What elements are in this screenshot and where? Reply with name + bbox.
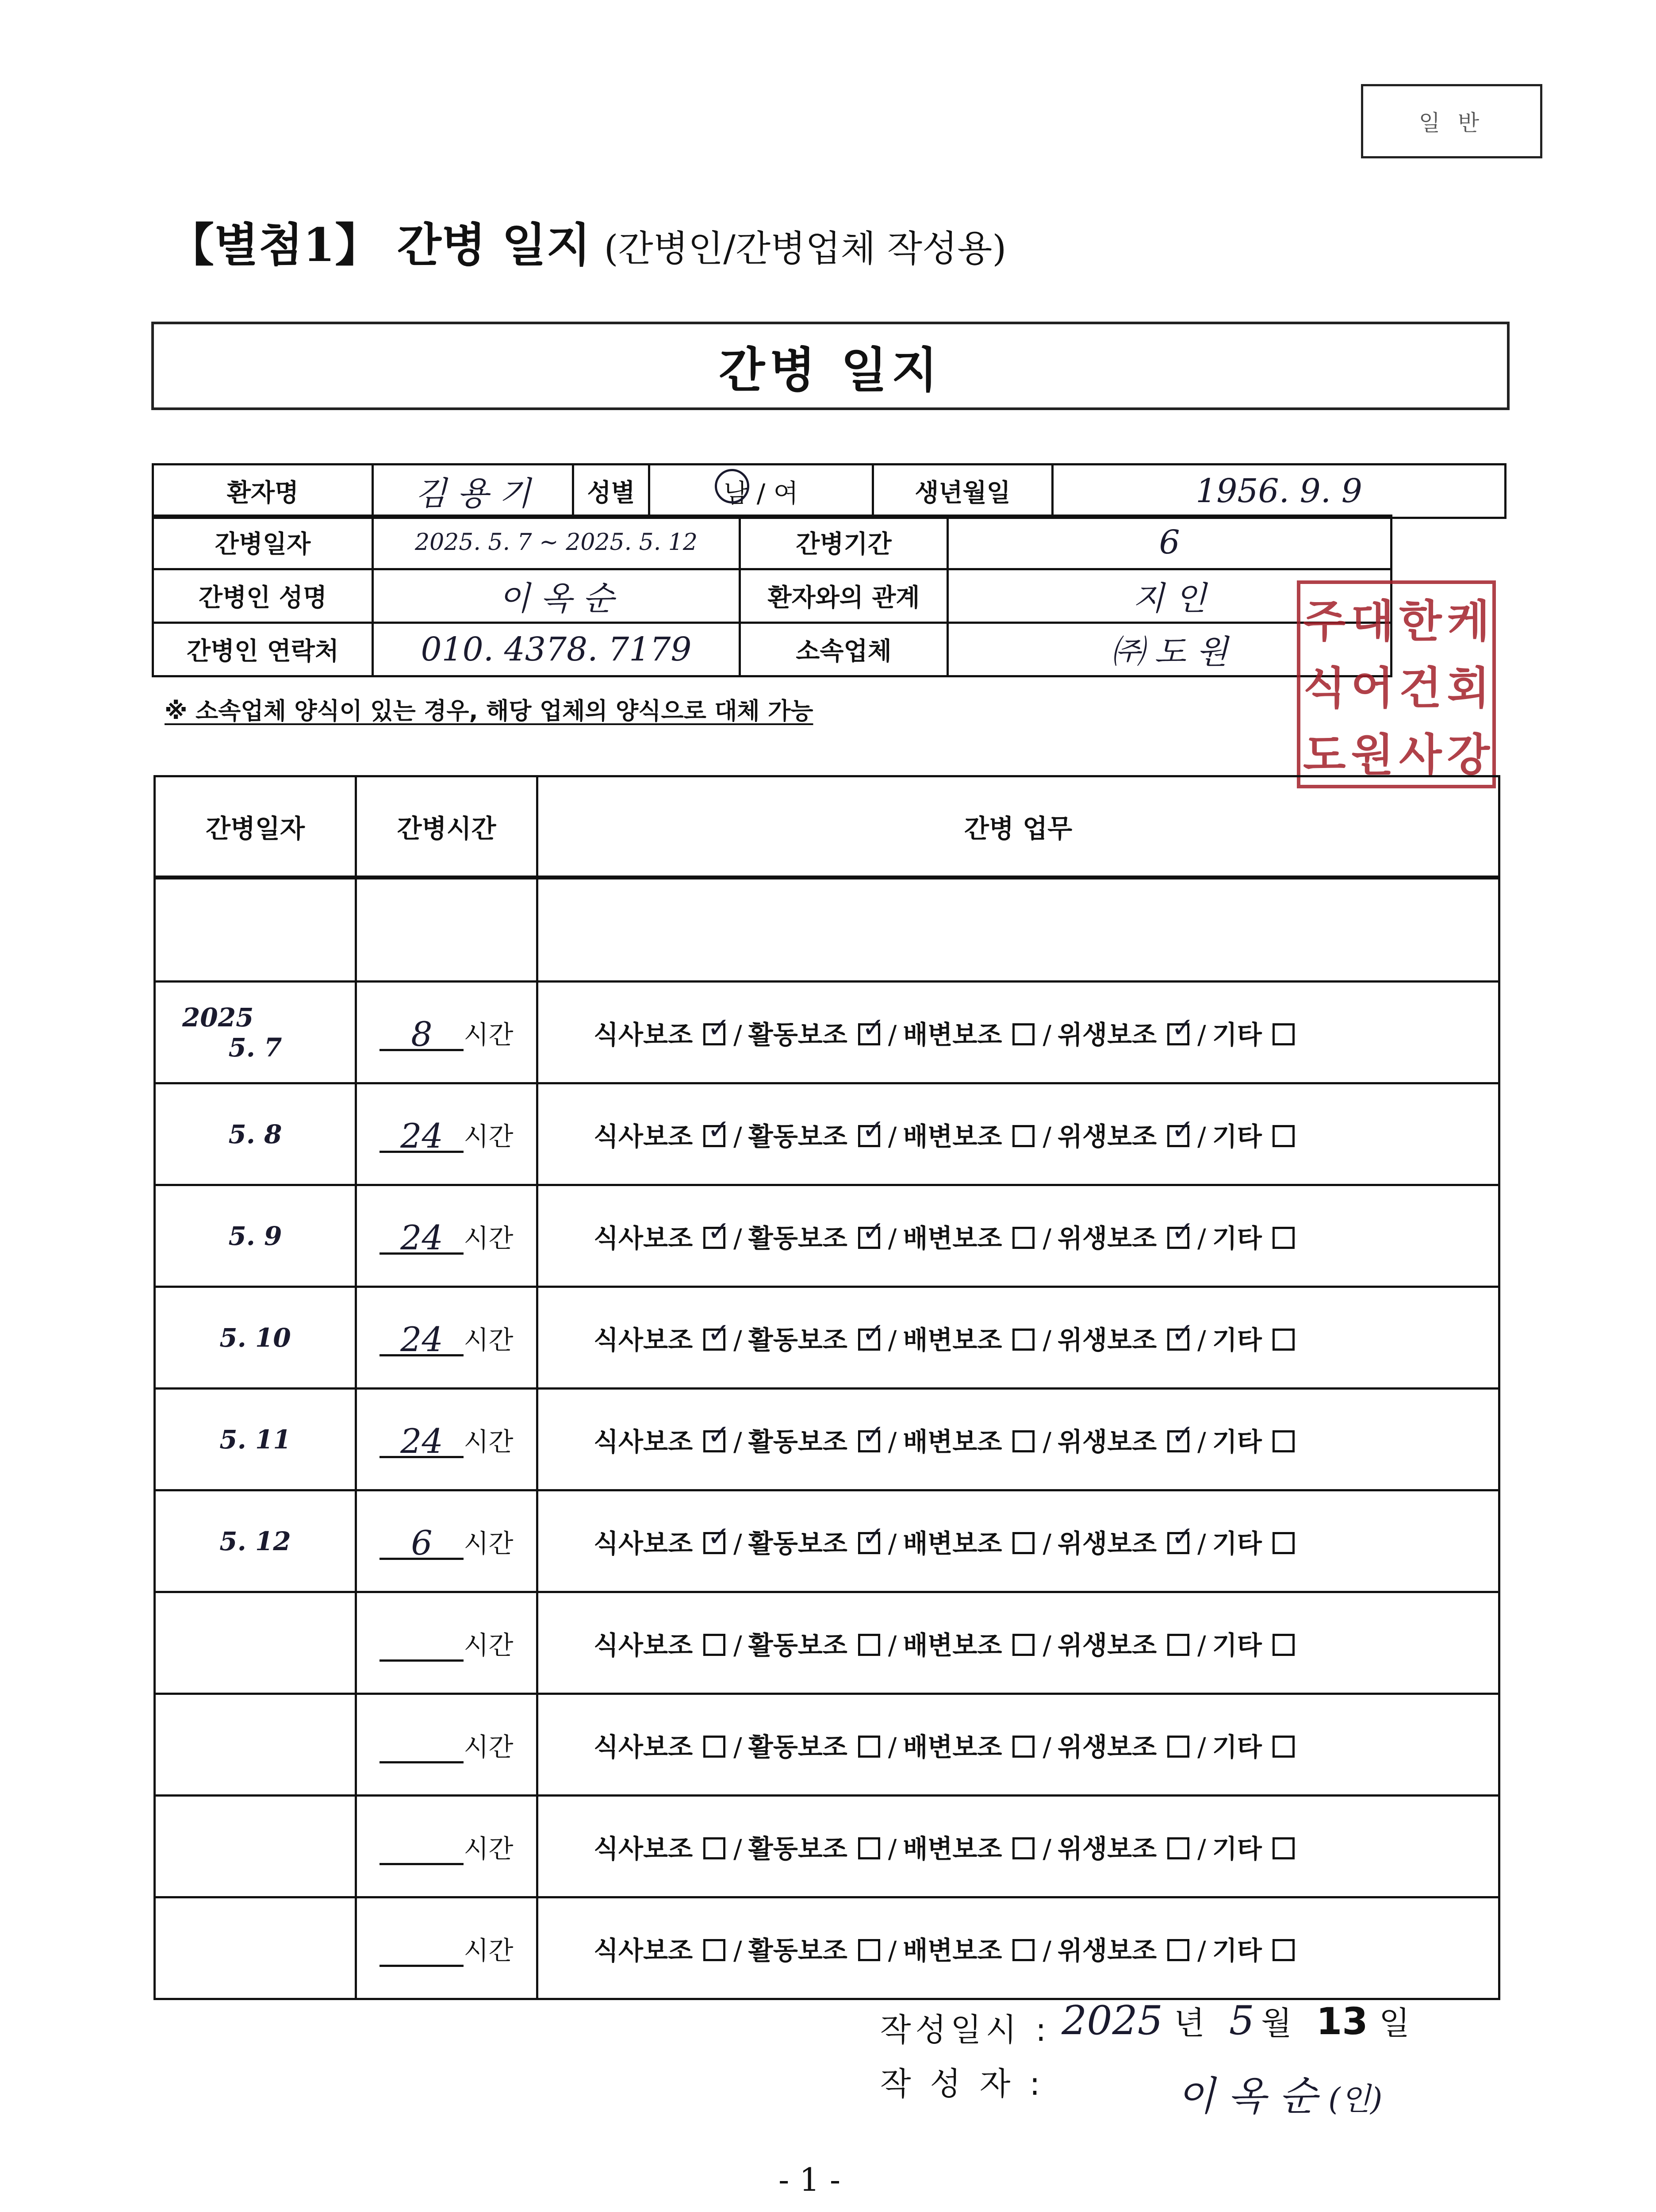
task-label: 식사보조 [594, 1121, 693, 1152]
patient-info-table [152, 463, 1506, 519]
task-separator: / [733, 1630, 742, 1660]
contact-value: 010. 4378. 7179 [373, 623, 740, 676]
sex-options-text: 남 / 여 [724, 478, 798, 508]
log-hours-value [380, 1732, 464, 1763]
log-blank-hours [356, 878, 537, 982]
written-year: 2025 [1062, 1997, 1163, 2044]
attachment-heading [168, 208, 1006, 274]
log-hours-cell [356, 1083, 537, 1185]
day-unit: 일 [1379, 2005, 1414, 2042]
log-date-text: 5. 12 [219, 1526, 291, 1556]
task-separator: / [733, 1833, 742, 1864]
task-checkbox[interactable] [858, 1939, 880, 1961]
task-separator: / [888, 1630, 897, 1660]
task-label: 활동보조 [748, 1121, 847, 1152]
document-class-box: 일 반 [1361, 84, 1542, 158]
log-date-text: 5. 8 [228, 1119, 282, 1149]
task-checkbox[interactable] [1012, 1430, 1035, 1452]
written-date [1062, 1997, 1414, 2044]
task-separator: / [1197, 1223, 1206, 1253]
task-label: 배변보조 [903, 1121, 1002, 1152]
log-tasks-cell [537, 1796, 1499, 1897]
task-checkbox[interactable] [1012, 1125, 1035, 1147]
task-checkbox[interactable] [1273, 1634, 1295, 1656]
task-separator: / [1043, 1325, 1052, 1355]
task-label: 위생보조 [1058, 1732, 1157, 1762]
task-checkbox[interactable] [1167, 1125, 1189, 1147]
task-checkbox[interactable] [858, 1837, 880, 1859]
task-checkbox[interactable] [1167, 1329, 1189, 1351]
log-hours-value: 6 [380, 1528, 464, 1560]
task-label: 활동보조 [748, 1019, 847, 1050]
log-row [155, 1694, 1499, 1796]
task-checkbox[interactable] [1167, 1430, 1189, 1452]
task-label: 기타 [1212, 1732, 1262, 1762]
task-checkbox[interactable] [1273, 1329, 1295, 1351]
log-row [155, 1796, 1499, 1897]
stamp-char: 원 [1351, 729, 1394, 781]
relation-label: 환자와의 관계 [740, 569, 948, 623]
stamp-char: 도 [1303, 729, 1346, 781]
log-date-cell [155, 1592, 356, 1694]
task-checkbox[interactable] [1012, 1939, 1035, 1961]
task-separator: / [1043, 1935, 1052, 1966]
log-hours-cell [356, 1185, 537, 1287]
writer-label: 작 성 자 : [880, 2065, 1045, 2102]
log-hours-value: 24 [380, 1325, 464, 1356]
task-checkbox[interactable] [703, 1227, 725, 1249]
care-date-label: 간병일자 [153, 516, 373, 569]
log-header-tasks: 간병 업무 [537, 776, 1499, 878]
task-label: 위생보조 [1058, 1019, 1157, 1050]
log-header-date: 간병일자 [155, 776, 356, 878]
log-hours-cell [356, 1389, 537, 1490]
task-separator: / [1197, 1121, 1206, 1152]
task-label: 식사보조 [594, 1325, 693, 1355]
task-checkbox[interactable] [1167, 1634, 1189, 1656]
task-separator: / [888, 1121, 897, 1152]
log-hours-unit: 시간 [464, 1019, 514, 1050]
care-date-value: 2025. 5. 7 ~ 2025. 5. 12 [373, 516, 740, 569]
task-label: 배변보조 [903, 1019, 1002, 1050]
task-checkbox[interactable] [703, 1430, 725, 1452]
log-hours-value [380, 1936, 464, 1967]
task-checkbox[interactable] [1273, 1837, 1295, 1859]
task-checkbox[interactable] [1012, 1634, 1035, 1656]
task-checkbox[interactable] [1012, 1023, 1035, 1045]
task-checkbox[interactable] [703, 1837, 725, 1859]
log-hours-unit: 시간 [464, 1528, 514, 1559]
task-label: 활동보조 [748, 1528, 847, 1559]
task-label: 배변보조 [903, 1833, 1002, 1864]
task-separator: / [1043, 1732, 1052, 1762]
log-blank-tasks [537, 878, 1499, 982]
log-hours-unit: 시간 [464, 1732, 514, 1762]
task-separator: / [733, 1528, 742, 1559]
task-checkbox[interactable] [858, 1634, 880, 1656]
task-checkbox[interactable] [858, 1430, 880, 1452]
task-separator: / [888, 1426, 897, 1457]
log-hours-value: 8 [380, 1020, 464, 1051]
sex-options [649, 465, 873, 518]
task-separator: / [1043, 1630, 1052, 1660]
task-checkbox[interactable] [1167, 1837, 1189, 1859]
task-separator: / [733, 1935, 742, 1966]
task-checkbox[interactable] [1012, 1837, 1035, 1859]
task-checkbox[interactable] [1167, 1939, 1189, 1961]
task-separator: / [1197, 1325, 1206, 1355]
task-label: 배변보조 [903, 1935, 1002, 1966]
log-hours-unit: 시간 [464, 1121, 514, 1152]
log-hours-value: 24 [380, 1427, 464, 1458]
task-label: 기타 [1212, 1528, 1262, 1559]
log-row [155, 1490, 1499, 1592]
contact-label: 간병인 연락처 [153, 623, 373, 676]
task-label: 활동보조 [748, 1223, 847, 1253]
form-title: 간병 일지 [151, 322, 1510, 410]
log-tasks-cell [537, 1490, 1499, 1592]
task-checkbox[interactable] [858, 1227, 880, 1249]
task-separator: / [1197, 1019, 1206, 1050]
task-separator: / [1197, 1833, 1206, 1864]
task-checkbox[interactable] [703, 1023, 725, 1045]
task-label: 기타 [1212, 1325, 1262, 1355]
task-checkbox[interactable] [1012, 1736, 1035, 1758]
task-label: 식사보조 [594, 1426, 693, 1457]
task-label: 식사보조 [594, 1528, 693, 1559]
task-checkbox[interactable] [858, 1023, 880, 1045]
task-separator: / [1197, 1732, 1206, 1762]
log-date-cell [155, 1897, 356, 1999]
task-label: 배변보조 [903, 1732, 1002, 1762]
task-checkbox[interactable] [703, 1736, 725, 1758]
log-tasks-cell [537, 1897, 1499, 1999]
task-separator: / [1043, 1528, 1052, 1559]
log-date-text: 2025 [182, 1002, 254, 1033]
caregiver-name-value: 이 옥 순 [373, 569, 740, 623]
task-label: 위생보조 [1058, 1426, 1157, 1457]
task-label: 위생보조 [1058, 1630, 1157, 1660]
log-tasks-cell [537, 1185, 1499, 1287]
task-label: 식사보조 [594, 1019, 693, 1050]
task-separator: / [888, 1833, 897, 1864]
task-checkbox[interactable] [858, 1532, 880, 1554]
log-date-cell [155, 1694, 356, 1796]
log-date-text: 5. 9 [228, 1221, 282, 1251]
log-hours-cell [356, 1796, 537, 1897]
writer-signature [1177, 2064, 1382, 2121]
task-separator: / [733, 1223, 742, 1253]
task-checkbox[interactable] [1273, 1939, 1295, 1961]
stamp-char: 대 [1351, 595, 1394, 647]
log-hours-cell [356, 1897, 537, 1999]
task-checkbox[interactable] [703, 1125, 725, 1147]
task-checkbox[interactable] [703, 1532, 725, 1554]
stamp-char: 강 [1447, 729, 1490, 781]
task-separator: / [1043, 1833, 1052, 1864]
stamp-char: 건 [1399, 661, 1442, 714]
task-label: 활동보조 [748, 1833, 847, 1864]
task-separator: / [888, 1732, 897, 1762]
log-tasks-cell [537, 1389, 1499, 1490]
log-hours-cell [356, 1287, 537, 1389]
log-hours-unit: 시간 [464, 1935, 514, 1966]
stamp-char: 식 [1303, 661, 1346, 714]
written-month: 5 [1229, 1997, 1255, 2044]
page-number: - 1 - [778, 2161, 841, 2198]
log-date-text: 5. 10 [219, 1322, 291, 1353]
task-label: 활동보조 [748, 1630, 847, 1660]
task-label: 위생보조 [1058, 1833, 1157, 1864]
log-date-text: 5. 7 [228, 1032, 282, 1063]
task-label: 배변보조 [903, 1325, 1002, 1355]
task-checkbox[interactable] [1167, 1023, 1189, 1045]
year-unit: 년 [1174, 2005, 1209, 2042]
log-hours-unit: 시간 [464, 1223, 514, 1253]
task-label: 위생보조 [1058, 1325, 1157, 1355]
log-hours-value: 24 [380, 1223, 464, 1255]
task-label: 식사보조 [594, 1630, 693, 1660]
log-row [155, 1897, 1499, 1999]
task-separator: / [888, 1528, 897, 1559]
task-checkbox[interactable] [1167, 1736, 1189, 1758]
task-label: 식사보조 [594, 1223, 693, 1253]
task-checkbox[interactable] [703, 1329, 725, 1351]
task-label: 기타 [1212, 1223, 1262, 1253]
task-label: 활동보조 [748, 1732, 847, 1762]
task-checkbox[interactable] [703, 1634, 725, 1656]
sex-selected-circle [715, 469, 749, 503]
task-checkbox[interactable] [1167, 1227, 1189, 1249]
task-label: 배변보조 [903, 1630, 1002, 1660]
task-separator: / [888, 1325, 897, 1355]
company-value: ㈜ 도 원 [948, 623, 1392, 676]
stamp-char: 어 [1351, 661, 1394, 714]
task-checkbox[interactable] [1012, 1329, 1035, 1351]
writer-name: 이 옥 순 [1177, 2073, 1318, 2120]
log-hours-unit: 시간 [464, 1630, 514, 1660]
task-separator: / [733, 1121, 742, 1152]
patient-name-value: 김 용 기 [373, 465, 573, 518]
task-separator: / [1197, 1630, 1206, 1660]
log-date-cell [155, 1796, 356, 1897]
task-label: 위생보조 [1058, 1528, 1157, 1559]
caregiver-name-label: 간병인 성명 [153, 569, 373, 623]
task-separator: / [1197, 1426, 1206, 1457]
log-tasks-cell [537, 1694, 1499, 1796]
task-checkbox[interactable] [1012, 1227, 1035, 1249]
task-checkbox[interactable] [858, 1329, 880, 1351]
relation-value: 지 인 [948, 569, 1392, 623]
task-checkbox[interactable] [858, 1736, 880, 1758]
task-label: 식사보조 [594, 1732, 693, 1762]
task-label: 기타 [1212, 1019, 1262, 1050]
log-row [155, 1185, 1499, 1287]
month-unit: 월 [1261, 2005, 1296, 2042]
task-label: 기타 [1212, 1833, 1262, 1864]
log-hours-value [380, 1630, 464, 1662]
task-checkbox[interactable] [858, 1125, 880, 1147]
written-date-label: 작성일시 : [880, 2011, 1051, 2048]
writer-seal: (인) [1328, 2081, 1383, 2117]
task-label: 식사보조 [594, 1833, 693, 1864]
task-separator: / [733, 1426, 742, 1457]
stamp-char: 주 [1303, 595, 1346, 647]
caregiver-info-table [152, 515, 1392, 677]
log-hours-cell [356, 1592, 537, 1694]
task-checkbox[interactable] [1273, 1736, 1295, 1758]
task-label: 활동보조 [748, 1426, 847, 1457]
log-row [155, 1083, 1499, 1185]
log-hours-cell [356, 1490, 537, 1592]
log-hours-cell [356, 982, 537, 1083]
task-label: 기타 [1212, 1121, 1262, 1152]
log-date-cell [155, 982, 356, 1083]
log-date-cell [155, 1185, 356, 1287]
log-blank-date [155, 878, 356, 982]
care-period-label: 간병기간 [740, 516, 948, 569]
log-row [155, 982, 1499, 1083]
task-separator: / [888, 1223, 897, 1253]
task-checkbox[interactable] [1167, 1532, 1189, 1554]
task-label: 배변보조 [903, 1223, 1002, 1253]
log-hours-value: 24 [380, 1121, 464, 1153]
log-date-text: 5. 11 [219, 1424, 291, 1455]
birth-label: 생년월일 [873, 465, 1053, 518]
task-separator: / [888, 1935, 897, 1966]
task-separator: / [888, 1019, 897, 1050]
log-row [155, 1592, 1499, 1694]
task-separator: / [1043, 1223, 1052, 1253]
task-checkbox[interactable] [703, 1939, 725, 1961]
task-label: 식사보조 [594, 1935, 693, 1966]
stamp-char: 회 [1447, 661, 1490, 714]
birth-value: 1956. 9. 9 [1053, 465, 1506, 518]
task-label: 위생보조 [1058, 1223, 1157, 1253]
log-hours-cell [356, 1694, 537, 1796]
log-hours-unit: 시간 [464, 1833, 514, 1864]
written-day: 13 [1316, 2000, 1368, 2043]
log-tasks-cell [537, 1083, 1499, 1185]
task-label: 위생보조 [1058, 1121, 1157, 1152]
task-label: 배변보조 [903, 1528, 1002, 1559]
task-checkbox[interactable] [1273, 1125, 1295, 1147]
stamp-char: 케 [1447, 595, 1490, 647]
log-hours-unit: 시간 [464, 1325, 514, 1355]
attachment-label: 【별첨1】 간병 일지 [168, 218, 591, 272]
stamp-char: 사 [1399, 729, 1442, 781]
task-checkbox[interactable] [1273, 1532, 1295, 1554]
task-checkbox[interactable] [1012, 1532, 1035, 1554]
task-checkbox[interactable] [1273, 1227, 1295, 1249]
task-label: 배변보조 [903, 1426, 1002, 1457]
log-row [155, 1287, 1499, 1389]
log-date-cell [155, 1287, 356, 1389]
stamp-char: 한 [1399, 595, 1442, 647]
task-label: 활동보조 [748, 1935, 847, 1966]
task-label: 위생보조 [1058, 1935, 1157, 1966]
log-tasks-cell [537, 1592, 1499, 1694]
log-date-cell [155, 1490, 356, 1592]
log-row [155, 1389, 1499, 1490]
log-hours-value [380, 1834, 464, 1865]
company-label: 소속업체 [740, 623, 948, 676]
replacement-note: ※ 소속업체 양식이 있는 경우, 해당 업체의 양식으로 대체 가능 [165, 698, 813, 725]
patient-name-label: 환자명 [153, 465, 373, 518]
task-checkbox[interactable] [1273, 1430, 1295, 1452]
task-label: 기타 [1212, 1935, 1262, 1966]
log-blank-row [155, 878, 1499, 982]
task-separator: / [1043, 1426, 1052, 1457]
log-date-cell [155, 1083, 356, 1185]
attachment-sub: (간병인/간병업체 작성용) [604, 228, 1007, 270]
task-separator: / [733, 1019, 742, 1050]
task-separator: / [733, 1732, 742, 1762]
task-separator: / [1197, 1935, 1206, 1966]
task-label: 활동보조 [748, 1325, 847, 1355]
log-hours-unit: 시간 [464, 1426, 514, 1457]
log-tasks-cell [537, 982, 1499, 1083]
care-log-table [153, 775, 1500, 2000]
sex-label: 성별 [573, 465, 649, 518]
task-separator: / [1043, 1121, 1052, 1152]
care-period-value: 6 [948, 516, 1392, 569]
log-tasks-cell [537, 1287, 1499, 1389]
log-header-hours: 간병시간 [356, 776, 537, 878]
task-label: 기타 [1212, 1630, 1262, 1660]
task-label: 기타 [1212, 1426, 1262, 1457]
company-seal-stamp [1297, 580, 1496, 788]
task-separator: / [733, 1325, 742, 1355]
task-checkbox[interactable] [1273, 1023, 1295, 1045]
task-separator: / [1197, 1528, 1206, 1559]
log-date-cell [155, 1389, 356, 1490]
task-separator: / [1043, 1019, 1052, 1050]
